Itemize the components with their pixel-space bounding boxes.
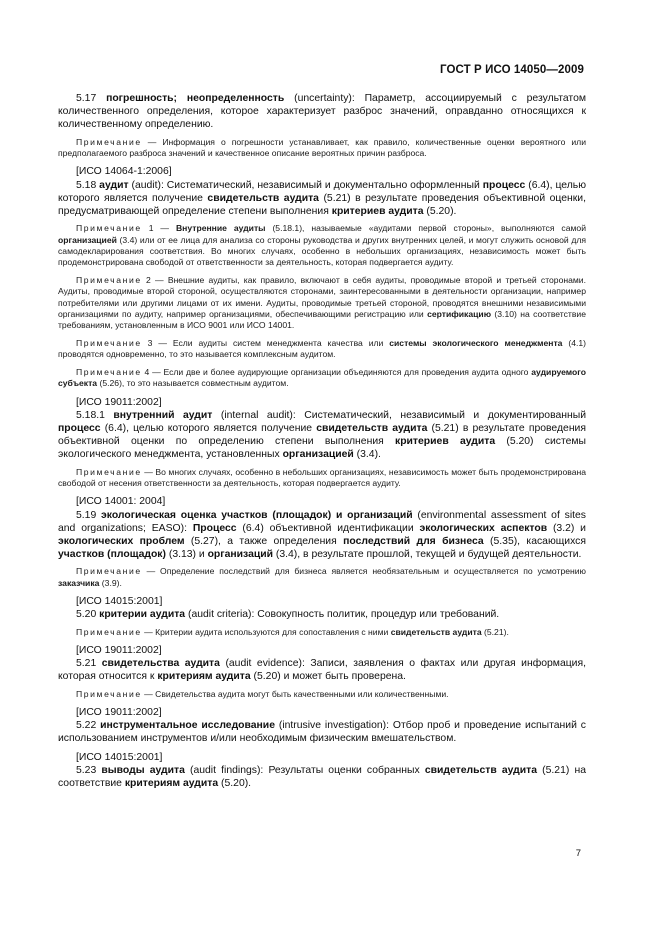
term-definition: 5.23 выводы аудита (audit findings): Результаты оценки собранных свидетельств аудита (5.21) на соответствие критериям аудита (5.20). [58,764,586,790]
note-paragraph: Примечание — Во многих случаях, особенно в небольших организациях, независимость может быть продемонстрирована свободой от несения ответственности за деятельность, которая подвергается аудиту. [58,466,586,488]
note-paragraph: Примечание 2 — Внешние аудиты, как правило, включают в себя аудиты, проводимые второй и третьей сторонами. Аудиты, проводимые второй стороной, осуществляются сторонами, заинтересованными в деятельности организации, например потребителями или другими лицами от их имени. Аудиты, проводимые третьей стороной, проводятся внешними независимыми организациями по аудиту, например организациями, обеспечивающими регистрацию или сертификацию (3.10) на соответствие требованиям, установленным в ИСО 9001 или ИСО 14001. [58,274,586,331]
document-body [58,92,586,795]
document-header: ГОСТ Р ИСО 14050—2009 [439,64,584,76]
term-definition: 5.18 аудит (audit): Систематический, независимый и документально оформленный процесс (6.4), целью которого является получение свидетельств аудита (5.21) в результате проведения объективной оценки, предусматривающей определение степени выполнения критериев аудита (5.20). [58,179,586,218]
term-definition: 5.17 погрешность; неопределенность (uncertainty): Параметр, ассоциируемый с результатом количественного определения, которое характеризует разброс значений, оправданно относящихся к количественному определению. [58,93,586,131]
source-reference: [ИСО 19011:2002] [76,707,162,718]
source-reference: [ИСО 14064-1:2006] [76,166,172,178]
note-paragraph: Примечание — Информация о погрешности устанавливает, как правило, количественные оценки вероятного или предполагаемого разброса значений и качественное описание вероятных причин разброса. [58,136,586,159]
note-paragraph: Примечание 3 — Если аудиты систем менеджмента качества или системы экологического менеджмента (4.1) проводятся одновременно, то это называется комплексным аудитом. [58,337,587,360]
source-reference: [ИСО 14015:2001] [76,596,163,608]
source-reference: [ИСО 14001: 2004] [76,496,166,508]
note-paragraph: Примечание 1 — Внутренние аудиты (5.18.1), называемые «аудитами первой стороны», выполняются самой организацией (3.4) или от ее лица для анализа со стороны руководства и других внутренних целей, и могут служить основой для самодекларирования соответствия. Во многих случаях, особенно в небольших организациях, независимость может быть продемонстрирована свободой от ответственности за деятельность, которая подвергается аудиту. [58,223,586,268]
term-definition: 5.21 свидетельства аудита (audit evidence): Записи, заявления о фактах или другая информация, которая относится к критериям аудита (5.20) и может быть проверена. [58,658,586,683]
note-paragraph: Примечание 4 — Если две и более аудирующие организации объединяются для проведения аудита одного аудируемого субъекта (5.26), то это называется совместным аудитом. [58,366,586,389]
note-paragraph: Примечание — Свидетельства аудита могут быть качественными или количественными. [76,688,449,699]
page-number: 7 [575,848,581,859]
term-definition: 5.18.1 внутренний аудит (internal audit): Систематический, независимый и документированный процесс (6.4), целью которого является получение свидетельств аудита (5.21) в результате проведения объективной оценки по определению степени выполнения критериев аудита (5.20) системы экологического менеджмента, установленных организацией (3.4). [58,409,587,461]
source-reference: [ИСО 14015:2001] [76,751,163,763]
note-paragraph: Примечание — Определение последствий для бизнеса является необязательным и осуществляется по усмотрению заказчика (3.9). [58,566,586,588]
note-paragraph: Примечание — Критерии аудита используются для сопоставления с ними свидетельств аудита (5.21). [76,626,509,637]
source-reference: [ИСО 19011:2002] [76,396,162,408]
source-reference: [ИСО 19011:2002] [76,644,162,656]
term-definition: 5.20 критерии аудита (audit criteria): Совокупность политик, процедур или требований. [76,609,500,621]
term-definition: 5.22 инструментальное исследование (intrusive investigation): Отбор проб и проведение испытаний с использованием инструментов и/или необходимым физическим вмешательством. [58,720,586,745]
term-definition: 5.19 экологическая оценка участков (площадок) и организаций (environmental assessment of sites and organizations; EASO): Процесс (6.4) объективной идентификации экологических аспектов (3.2) и экологических проблем (5.27), а также определения последствий для бизнеса (5.35), касающихся участков (площадок) (3.13) и организаций (3.4), в результате прошлой, текущей и будущей деятельности. [58,509,587,561]
